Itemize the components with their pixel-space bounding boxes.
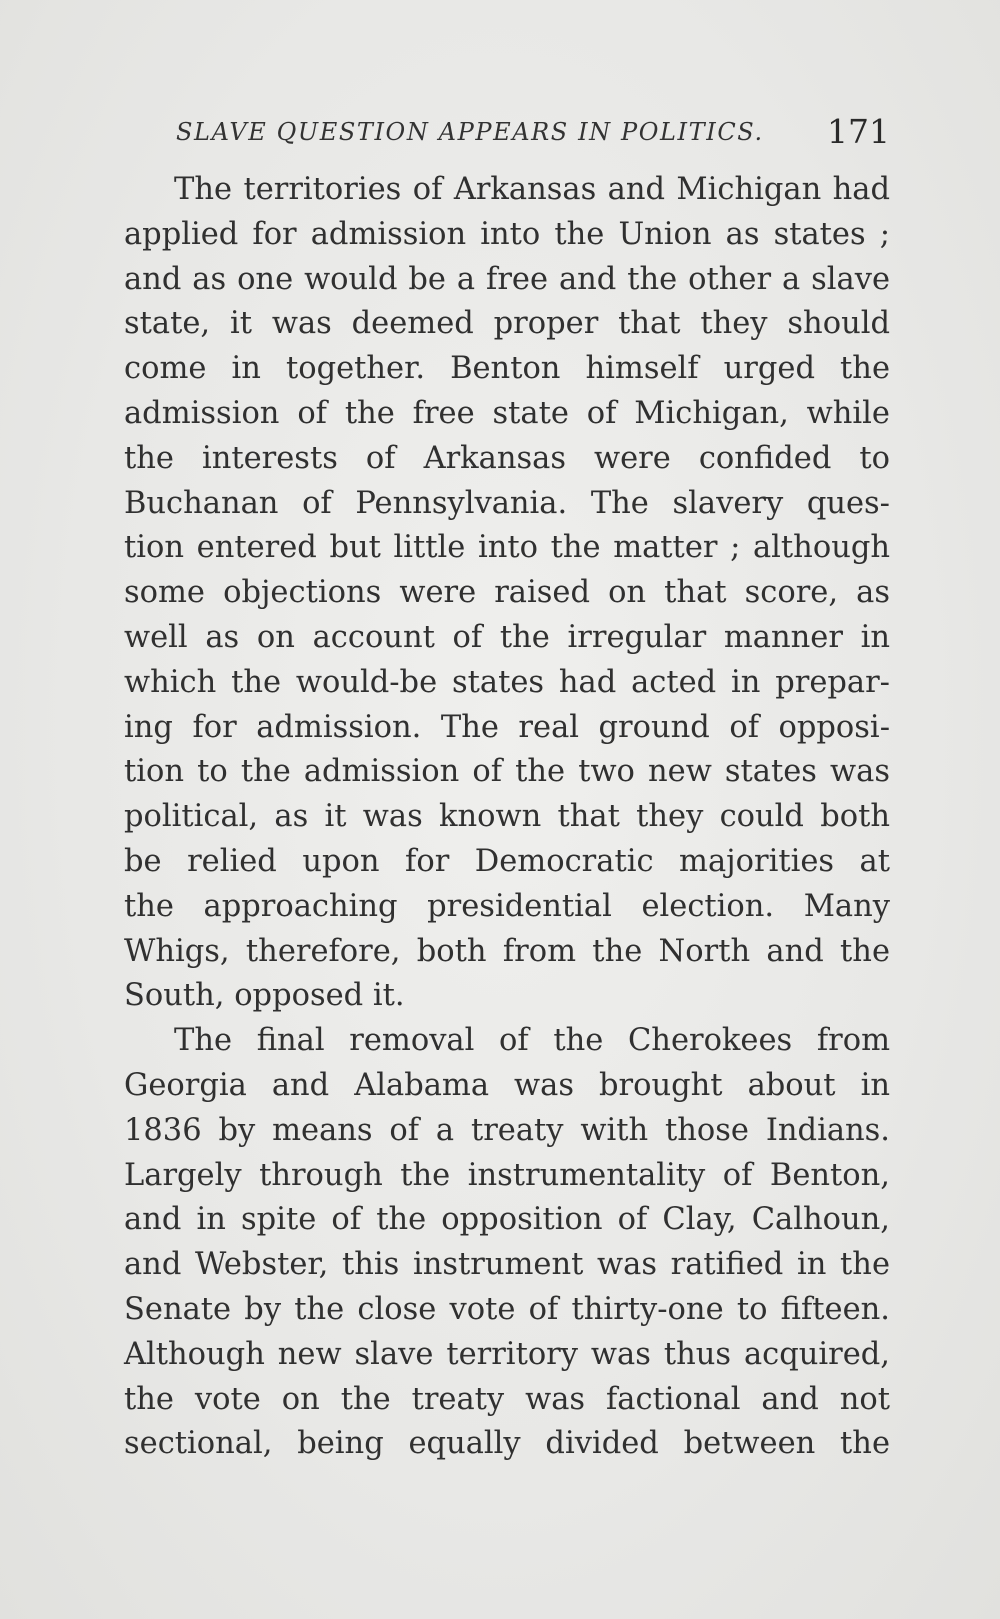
text-line: and as one would be a free and the other a slave <box>124 261 890 297</box>
text-line: come in together. Benton himself urged the <box>124 351 890 387</box>
text-line: state, it was deemed proper that they should <box>124 306 890 342</box>
text-line: The final removal of the Cherokees from <box>174 1023 890 1059</box>
text-line: which the would-be states had acted in prepar- <box>124 664 890 700</box>
text-line: and Webster, this instrument was ratified in the <box>124 1247 890 1283</box>
text-line: and in spite of the opposition of Clay, Calhoun, <box>124 1202 890 1238</box>
text-line: Senate by the close vote of thirty-one to fifteen. <box>124 1291 890 1327</box>
page-number: 171 <box>827 112 890 151</box>
page-header <box>176 112 890 162</box>
text-line: tion to the admission of the two new states was <box>124 754 890 790</box>
text-line: Buchanan of Pennsylvania. The slavery ques- <box>124 485 890 521</box>
body-text <box>124 168 890 1467</box>
paragraph-2 <box>124 1019 890 1467</box>
running-head: SLAVE QUESTION APPEARS IN POLITICS. <box>176 118 764 146</box>
text-line: sectional, being equally divided between the <box>124 1426 890 1462</box>
text-line: well as on account of the irregular manner in <box>124 619 890 655</box>
text-line: Whigs, therefore, both from the North and the <box>124 933 890 969</box>
text-line: Georgia and Alabama was brought about in <box>124 1067 890 1103</box>
text-line: Largely through the instrumentality of Benton, <box>124 1157 890 1193</box>
text-line: some objections were raised on that score, as <box>124 575 890 611</box>
text-line: 1836 by means of a treaty with those Indians. <box>124 1112 890 1148</box>
text-line: applied for admission into the Union as states ; <box>124 216 890 252</box>
text-line: Although new slave territory was thus acquired, <box>124 1336 890 1372</box>
text-line: South, opposed it. <box>124 978 405 1014</box>
text-line: the vote on the treaty was factional and not <box>124 1381 890 1417</box>
text-line: the interests of Arkansas were confided to <box>124 440 890 476</box>
text-line: be relied upon for Democratic majorities at <box>124 843 890 879</box>
text-line: political, as it was known that they could both <box>124 799 890 835</box>
text-line: tion entered but little into the matter ; although <box>124 530 890 566</box>
text-line: ing for admission. The real ground of opposi- <box>124 709 890 745</box>
text-line: The territories of Arkansas and Michigan had <box>174 172 890 207</box>
text-line: admission of the free state of Michigan, while <box>124 395 890 431</box>
paragraph-1 <box>124 168 890 1019</box>
text-line: the approaching presidential election. Many <box>124 888 890 924</box>
